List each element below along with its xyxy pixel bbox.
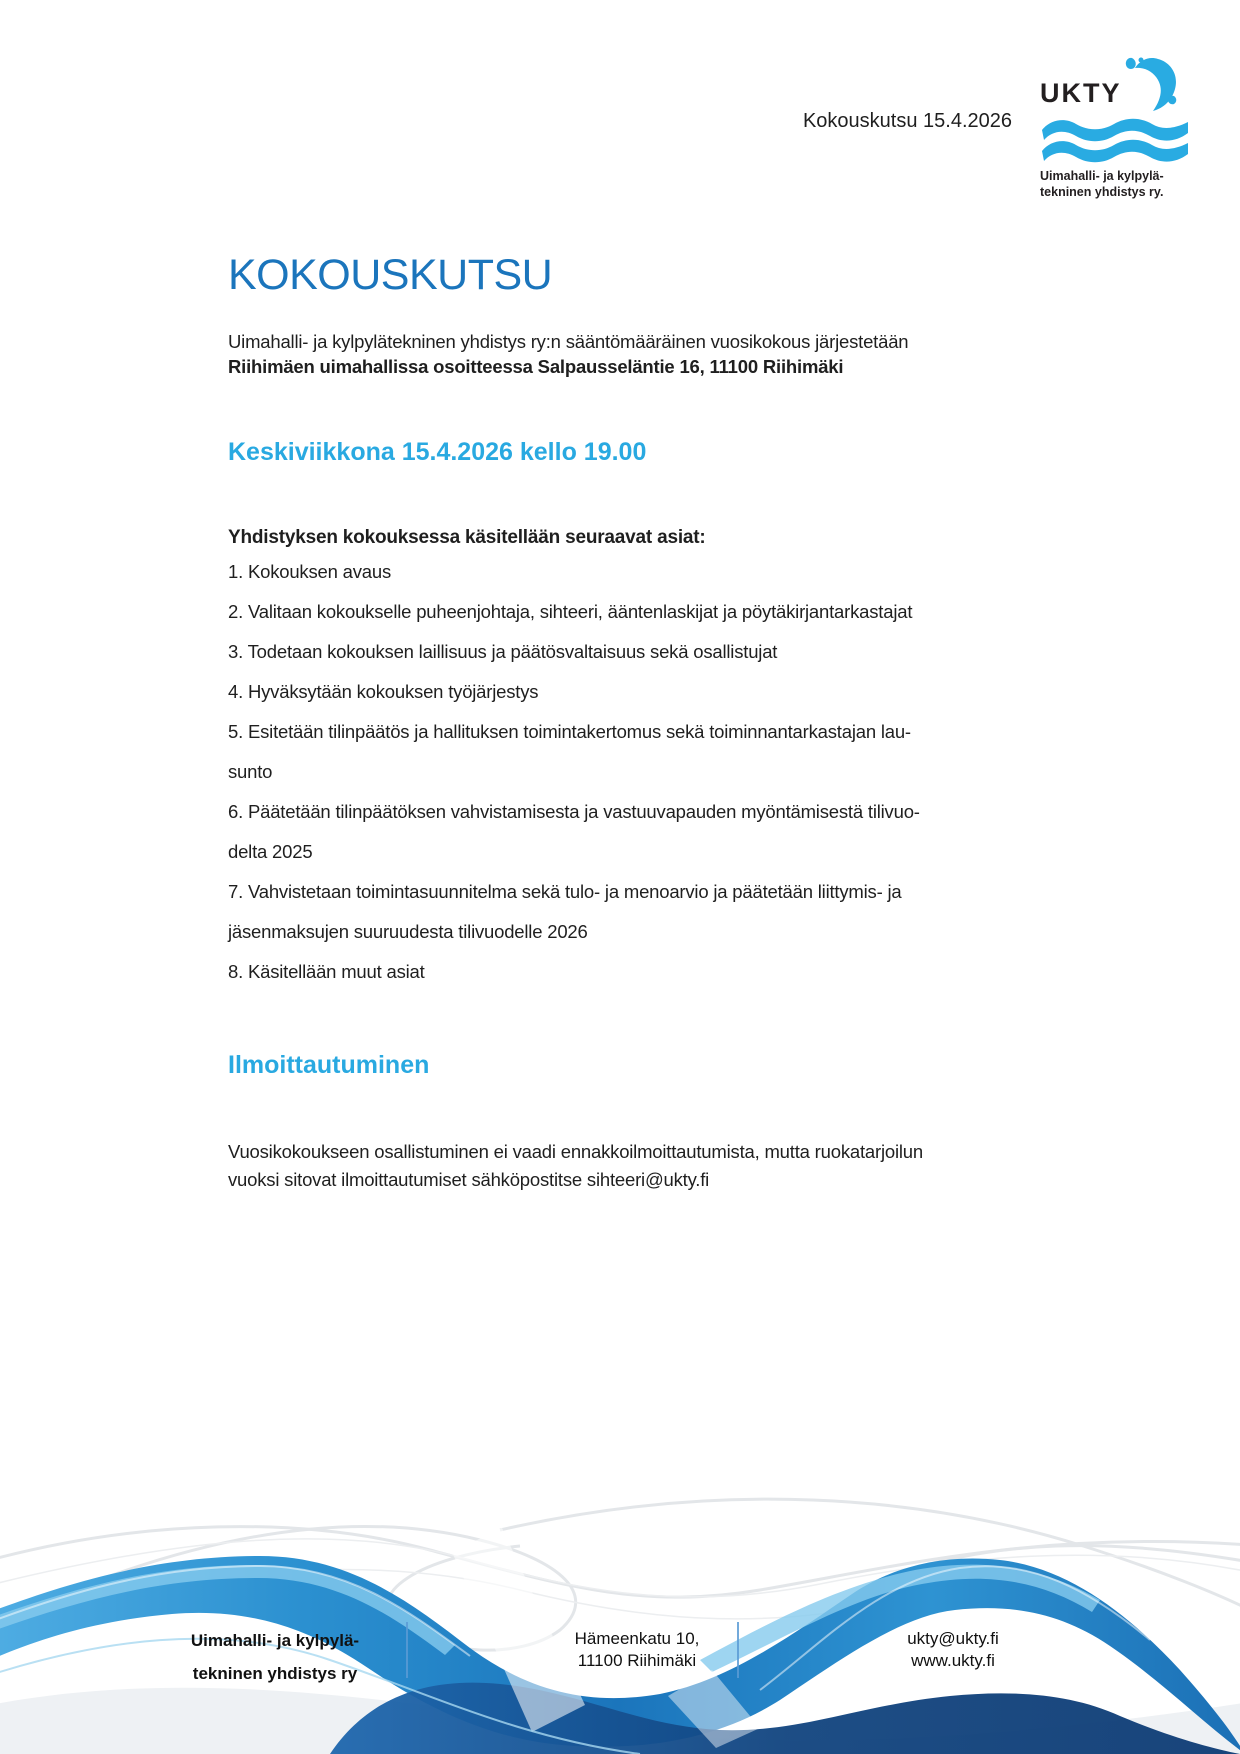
agenda-line: 6. Päätetään tilinpäätöksen vahvistamisesta ja vastuuvapauden myöntämisestä tilivuo- [228, 801, 920, 822]
footer-contact [878, 1628, 1028, 1672]
intro-line-2: Riihimäen uimahallissa osoitteessa Salpausseläntie 16, 11100 Riihimäki [228, 355, 844, 377]
footer-address-line-2: 11100 Riihimäki [577, 1651, 697, 1670]
agenda-line: 2. Valitaan kokoukselle puheenjohtaja, sihteeri, ääntenlaskijat ja pöytäkirjantarkastajat [228, 601, 913, 622]
agenda-line: 5. Esitetään tilinpäätös ja hallituksen toimintakertomus sekä toiminnantarkastajan lau- [228, 721, 911, 742]
agenda-line: 4. Hyväksytään kokouksen työjärjestys [228, 681, 539, 702]
logo-waves-icon [1040, 116, 1190, 164]
registration-line-1: Vuosikokoukseen osallistuminen ei vaadi ennakkoilmoittautumista, mutta ruokatarjoilun [228, 1141, 923, 1162]
footer-org-name [170, 1631, 380, 1683]
footer-divider [406, 1622, 408, 1678]
logo-caption-line-1: Uimahalli- ja kylpylä- [1040, 169, 1164, 183]
page-title: KOKOUSKUTSU [228, 251, 553, 299]
footer-org-line-1: Uimahalli- ja kylpylä- [190, 1631, 360, 1650]
footer-divider [737, 1622, 739, 1678]
agenda-line-continuation: delta 2025 [228, 841, 313, 862]
intro-line-1: Uimahalli- ja kylpylätekninen yhdistys ry:n sääntömääräinen vuosikokous järjestetään [228, 331, 909, 352]
ukty-logo [1040, 56, 1198, 201]
footer-address [558, 1628, 716, 1672]
footer-address-line-1: Hämeenkatu 10, [574, 1629, 700, 1648]
footer-org-line-2: tekninen yhdistys ry [192, 1664, 358, 1683]
ukty-logo-acronym: UKTY [1040, 78, 1122, 108]
registration-heading: Ilmoittautuminen [228, 1051, 430, 1079]
footer-wave-graphic [0, 1360, 1240, 1754]
water-splash-icon [1124, 56, 1180, 114]
agenda-heading: Yhdistyksen kokouksessa käsitellään seuraavat asiat: [228, 527, 706, 548]
registration-line-2: vuoksi sitovat ilmoittautumiset sähköpostitse sihteeri@ukty.fi [228, 1169, 710, 1190]
logo-caption [1040, 168, 1198, 201]
registration-paragraph [228, 1138, 1028, 1194]
agenda-line-continuation: sunto [228, 761, 273, 782]
agenda-line: 7. Vahvistetaan toimintasuunnitelma sekä tulo- ja menoarvio ja päätetään liittymis- ja [228, 881, 902, 902]
agenda-line-continuation: jäsenmaksujen suuruudesta tilivuodelle 2026 [228, 921, 588, 942]
agenda-line: 1. Kokouksen avaus [228, 561, 392, 582]
logo-caption-line-2: tekninen yhdistys ry. [1040, 185, 1164, 200]
meeting-datetime-heading: Keskiviikkona 15.4.2026 kello 19.00 [228, 438, 647, 466]
intro-paragraph [228, 330, 1028, 379]
doc-reference: Kokouskutsu 15.4.2026 [802, 110, 1012, 132]
footer-email: ukty@ukty.fi [907, 1629, 999, 1648]
ukty-logo-top [1040, 56, 1198, 114]
agenda-list [228, 552, 1028, 992]
agenda-line: 8. Käsitellään muut asiat [228, 961, 425, 982]
agenda-line: 3. Todetaan kokouksen laillisuus ja päätösvaltaisuus sekä osallistujat [228, 641, 778, 662]
footer-website: www.ukty.fi [911, 1651, 995, 1670]
